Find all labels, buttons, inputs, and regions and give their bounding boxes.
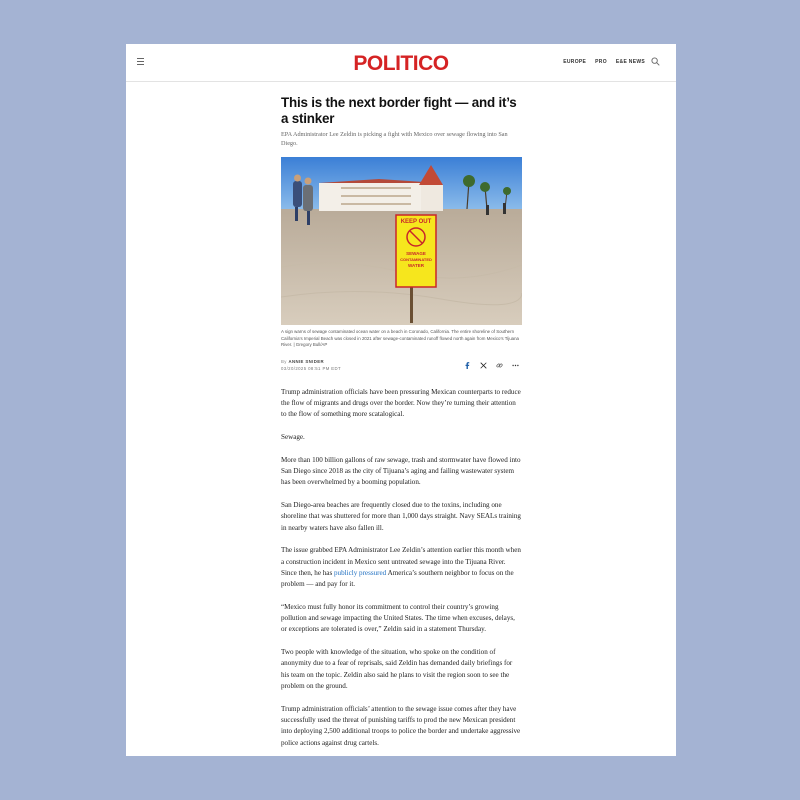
- paragraph: [281, 545, 522, 590]
- nav-europe[interactable]: EUROPE: [563, 59, 587, 65]
- sign-sewage: SEWAGE: [406, 251, 426, 256]
- article-body: [281, 387, 522, 749]
- search-icon[interactable]: [651, 57, 660, 66]
- byline-prefix: By: [281, 358, 287, 364]
- nav-pro[interactable]: PRO: [595, 59, 607, 65]
- paragraph-text: America’s southern neighbor to focus on the problem — and pay for it.: [281, 568, 514, 589]
- article-dek: EPA Administrator Lee Zeldin is picking a fight with Mexico over sewage flowing into San Diego.: [281, 131, 508, 147]
- paragraph: Trump administration officials’ attention to the sewage issue comes after they have successfully used the threat of punishing tariffs to prod the new Mexican president into deploying 2,500 additional troops to police the border and undertake aggressive police actions against drug cartels.: [281, 704, 521, 747]
- paragraph: More than 100 billion gallons of raw sewage, trash and stormwater have flowed into San Diego since 2018 as the city of Tijuana’s aging and failing wastewater system has been overwhelmed by a booming population.: [281, 455, 521, 487]
- sign-keep-out: KEEP OUT: [400, 219, 432, 225]
- sign-contaminated: CONTAMINATED: [400, 257, 432, 262]
- paragraph: “Mexico must fully honor its commitment to control their country’s growing pollution and sewage impacting the United States. The time when excuses, delays, or exceptions are tolerated is over,” Zeldin said in a statement Thursday.: [281, 602, 515, 634]
- image-caption: A sign warns of sewage contaminated ocean water on a beach in Coronado, California. The entire shoreline of Southern California’s Imperial Beach was closed in 2021 after sewage-contaminated runoff flowed north again from Mexico’s Tijuana River. | Gregory Bull/AP: [281, 329, 519, 348]
- top-nav: [563, 59, 645, 65]
- site-header: [126, 44, 676, 82]
- article-meta: [281, 358, 522, 378]
- facebook-icon: [464, 362, 471, 369]
- author-link[interactable]: ANNIE SNIDER: [288, 358, 325, 364]
- publish-date: 03/20/2025 08:51 PM EDT: [281, 365, 342, 371]
- more-share-button[interactable]: [509, 359, 522, 372]
- share-x-button[interactable]: [477, 359, 490, 372]
- article-headline: This is the next border fight — and it’s a stinker: [281, 95, 517, 126]
- hero-image: [281, 157, 522, 325]
- article-page: [126, 44, 676, 756]
- hamburger-menu-icon[interactable]: [137, 58, 144, 65]
- x-icon: [480, 362, 487, 369]
- paragraph: Trump administration officials have been pressuring Mexican counterparts to reduce the flow of migrants and drugs over the border. Now they’re turning their attention to the flow of something more scatalogical.: [281, 387, 521, 419]
- paragraph: San Diego-area beaches are frequently closed due to the toxins, including one shoreline that was shuttered for more than 1,000 days straight. Navy SEALs training in nearby waters have also fallen ill.: [281, 501, 521, 532]
- share-facebook-button[interactable]: [461, 359, 474, 372]
- sign-water: WATER: [408, 263, 424, 268]
- copy-link-button[interactable]: [493, 359, 506, 372]
- nav-ee-news[interactable]: E&E NEWS: [615, 59, 645, 65]
- politico-logo[interactable]: POLITICO: [353, 52, 449, 75]
- paragraph: Sewage.: [281, 433, 305, 442]
- publicly-pressured-link[interactable]: publicly pressured: [334, 568, 387, 577]
- share-tools: [461, 359, 522, 372]
- paragraph: Two people with knowledge of the situation, who spoke on the condition of anonymity due to a fear of reprisals, said Zeldin has demanded daily briefings for his team on the topic. Zeldin also said he plans to visit the region soon to see the problem on the ground.: [281, 648, 513, 691]
- more-icon: [512, 362, 519, 369]
- link-icon: [496, 362, 503, 369]
- paragraph-text: The issue grabbed EPA Administrator Lee Zeldin’s attention earlier this month when a construction incident in Mexico sent untreated sewage into the Tijuana River. Since then, he has: [281, 546, 521, 577]
- article: [281, 95, 522, 756]
